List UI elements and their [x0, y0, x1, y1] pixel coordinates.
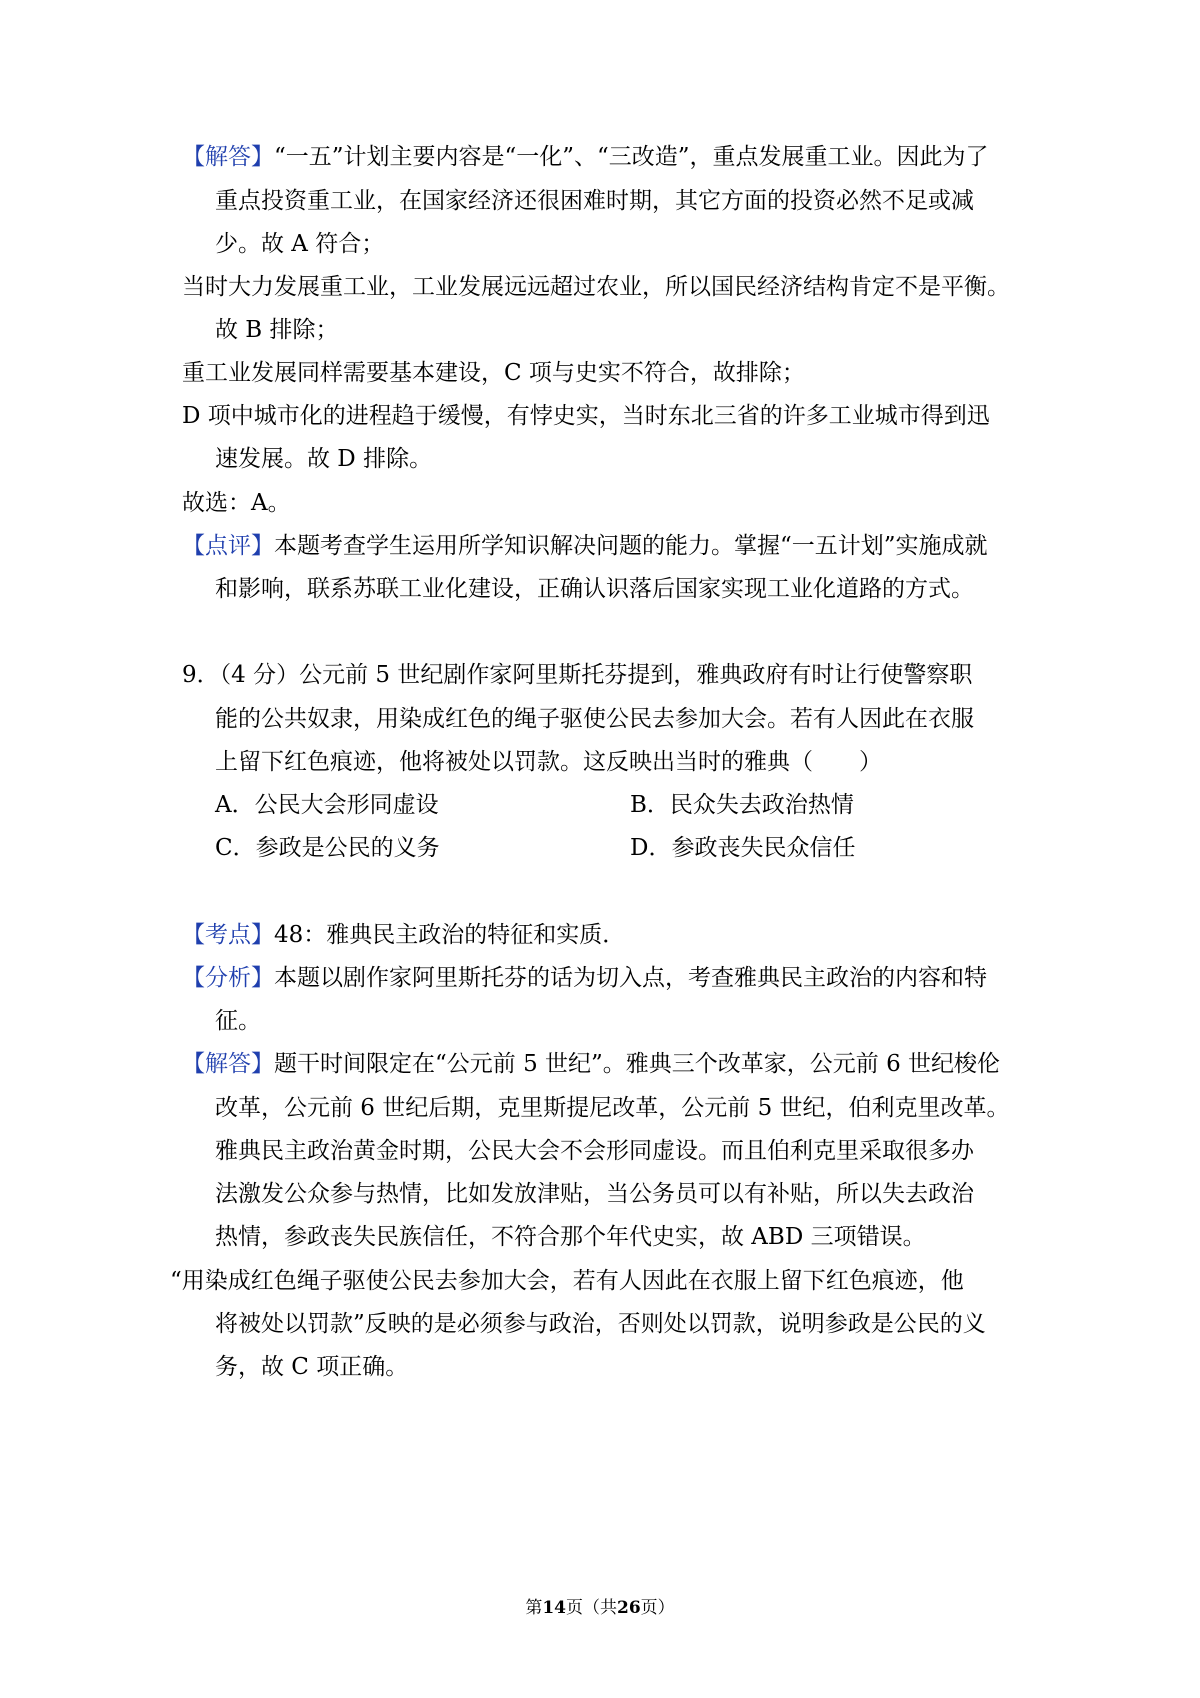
answer9-line-7: 将被处以罚款”反映的是必须参与政治，否则处以罚款，说明参政是公民的义 — [215, 1311, 986, 1337]
answer8-line-9: 故选：A。 — [182, 490, 291, 516]
answer8-line-1: 【解答】“一五”计划主要内容是“一化”、“三改造”，重点发展重工业。因此为了 — [182, 144, 989, 170]
kaodian-tag: 【考点】 — [182, 922, 274, 948]
option-b: B．民众失去政治热情 — [630, 792, 854, 818]
answer8-line-2: 重点投资重工业，在国家经济还很困难时期，其它方面的投资必然不足或减 — [215, 188, 974, 214]
option-a: A．公民大会形同虚设 — [215, 792, 439, 818]
comment8-line-1: 【点评】本题考查学生运用所学知识解决问题的能力。掌握“一五计划”实施成就 — [182, 533, 988, 559]
answer9-line-6: “用染成红色绳子驱使公民去参加大会，若有人因此在衣服上留下红色痕迹，他 — [170, 1268, 964, 1294]
answer-tag: 【解答】 — [182, 1051, 274, 1077]
answer9-line-2: 改革，公元前 6 世纪后期，克里斯提尼改革，公元前 5 世纪，伯利克里改革。 — [215, 1095, 1010, 1121]
answer8-line-3: 少。故 A 符合； — [215, 231, 385, 257]
question-number: 9． — [182, 662, 220, 688]
fenxi-tag: 【分析】 — [182, 965, 274, 991]
answer8-line-6: 重工业发展同样需要基本建设，C 项与史实不符合，故排除； — [182, 360, 805, 386]
question9-line-2: 能的公共奴隶，用染成红色的绳子驱使公民去参加大会。若有人因此在衣服 — [215, 706, 974, 732]
comment8-line-2: 和影响，联系苏联工业化建设，正确认识落后国家实现工业化道路的方式。 — [215, 576, 974, 602]
answer9-line-1: 【解答】题干时间限定在“公元前 5 世纪”。雅典三个改革家，公元前 6 世纪梭伦 — [182, 1051, 1001, 1077]
fenxi9-line-1: 【分析】本题以剧作家阿里斯托芬的话为切入点，考查雅典民主政治的内容和特 — [182, 965, 987, 991]
answer-tag: 【解答】 — [182, 144, 274, 170]
answer8-line-4: 当时大力发展重工业，工业发展远远超过农业，所以国民经济结构肯定不是平衡。 — [182, 274, 1010, 300]
fenxi9-line-2: 征。 — [215, 1008, 261, 1034]
kaodian9-line: 【考点】48：雅典民主政治的特征和实质． — [182, 922, 626, 948]
answer9-line-5: 热情，参政丧失民族信任，不符合那个年代史实，故 ABD 三项错误。 — [215, 1224, 926, 1250]
total-pages: 26 — [617, 1598, 641, 1618]
answer9-line-4: 法激发公众参与热情，比如发放津贴，当公务员可以有补贴，所以失去政治 — [215, 1181, 974, 1207]
question9-line-3: 上留下红色痕迹，他将被处以罚款。这反映出当时的雅典（ ） — [215, 749, 882, 775]
current-page: 14 — [542, 1598, 566, 1618]
option-c: C．参政是公民的义务 — [215, 835, 440, 861]
answer9-line-8: 务，故 C 项正确。 — [215, 1354, 409, 1380]
answer9-line-3: 雅典民主政治黄金时期，公民大会不会形同虚设。而且伯利克里采取很多办 — [215, 1138, 974, 1164]
option-d: D．参政丧失民众信任 — [630, 835, 856, 861]
answer8-line-8: 速发展。故 D 排除。 — [215, 446, 433, 472]
answer8-line-7: D 项中城市化的进程趋于缓慢，有悖史实，当时东北三省的许多工业城市得到迅 — [182, 403, 990, 429]
question9-line-1: 9．（4 分）公元前 5 世纪剧作家阿里斯托芬提到，雅典政府有时让行使警察职 — [182, 662, 973, 688]
answer8-line-5: 故 B 排除； — [215, 317, 339, 343]
page-footer: 第14页（共26页） — [525, 1598, 675, 1618]
comment-tag: 【点评】 — [182, 533, 274, 559]
